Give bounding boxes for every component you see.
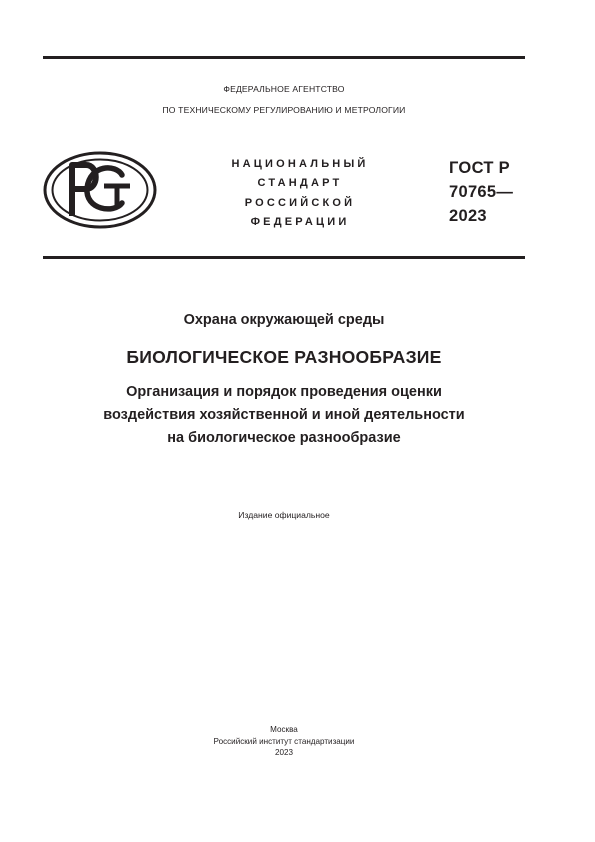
standard-type-line-3: РОССИЙСКОЙ	[244, 196, 356, 209]
description-line: Организация и порядок проведения оценки	[126, 384, 442, 400]
document-title: БИОЛОГИЧЕСКОЕ РАЗНООБРАЗИЕ	[126, 347, 442, 367]
agency-header	[43, 79, 525, 121]
designation-number: 70765—	[449, 183, 514, 201]
description-line: воздействия хозяйственной и иной деятельности	[103, 407, 465, 423]
agency-line-2: ПО ТЕХНИЧЕСКОМУ РЕГУЛИРОВАНИЮ И МЕТРОЛОГИИ	[162, 105, 406, 115]
standard-designation	[449, 156, 513, 228]
designation-year: 2023	[449, 207, 487, 225]
bottom-rule	[43, 256, 525, 259]
edition-note: Издание официальное	[238, 510, 330, 520]
standard-type-block	[200, 155, 400, 232]
description-line: на биологическое разнообразие	[167, 430, 401, 446]
imprint-city: Москва	[270, 725, 298, 734]
rst-certification-mark-icon	[42, 150, 158, 230]
top-rule	[43, 56, 525, 59]
standard-type-line-4: ФЕДЕРАЦИИ	[250, 215, 350, 228]
standard-type-line-2: СТАНДАРТ	[257, 177, 343, 190]
imprint-year: 2023	[274, 748, 293, 757]
standard-type-line-1: НАЦИОНАЛЬНЫЙ	[231, 158, 369, 170]
imprint-publisher: Российский институт стандартизации	[213, 736, 355, 746]
agency-line-1: ФЕДЕРАЛЬНОЕ АГЕНТСТВО	[223, 84, 345, 94]
document-description	[43, 381, 525, 450]
imprint-block	[43, 724, 525, 759]
document-subtitle: Охрана окружающей среды	[183, 312, 385, 328]
designation-prefix: ГОСТ Р	[449, 159, 510, 177]
